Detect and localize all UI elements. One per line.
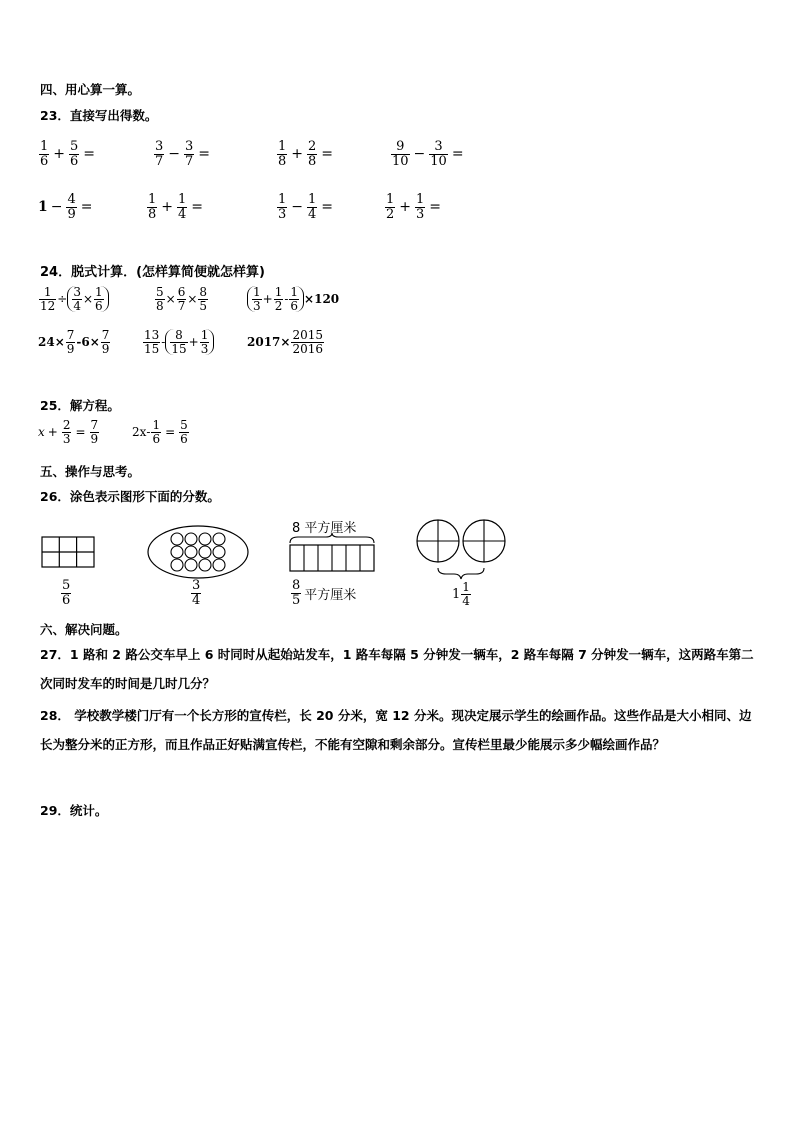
q23-item-6: $\frac{1}{8}$ + $\frac{1}{4}$ = (148, 192, 204, 222)
q24-expr-2: $\frac{5}{8}$ × $\frac{6}{7}$ × $\frac{8}{5}$ (156, 285, 208, 313)
figure-3-fraction: $\frac{8}{5}$ 平方厘米 (292, 578, 357, 608)
question-29: 29．统计。 (40, 803, 108, 818)
q24-expr-4: 24× $\frac{7}{9}$ -6× $\frac{7}{9}$ (38, 328, 110, 356)
q24-expr-6: 2017× $\frac{2015}{2016}$ (247, 328, 323, 356)
q23-item-4: $\frac{9}{10}$ − $\frac{3}{10}$ = (392, 139, 464, 169)
q23-item-1: $\frac{1}{6}$ + $\frac{5}{6}$ = (40, 139, 96, 169)
q24-expr-1: $\frac{1}{12}$ ÷ $\frac{3}{4}$ × $\frac{1}{6}$ (38, 286, 109, 312)
figure-1-fraction: $\frac{5}{6}$ (62, 578, 71, 608)
section-6-title: 六、解决问题。 (40, 622, 128, 637)
q24-expr-3: $\frac{1}{3}$ + $\frac{1}{2}$ - $\frac{1}{6}$ ×120 (247, 286, 339, 312)
question-23-label: 23．直接写出得数。 (40, 108, 158, 123)
q24-expr-5: $\frac{13}{15}$ - $\frac{8}{15}$ + $\frac{1}{3}$ (142, 329, 214, 355)
figure-two-circles[interactable] (414, 518, 510, 580)
question-24-label: 24．脱式计算．(怎样算简便就怎样算) (40, 265, 265, 280)
q23-item-3: $\frac{1}{8}$ + $\frac{2}{8}$ = (278, 139, 334, 169)
question-26-label: 26．涂色表示图形下面的分数。 (40, 489, 220, 504)
q23-item-7: $\frac{1}{3}$ − $\frac{1}{4}$ = (278, 192, 334, 222)
question-25-label: 25．解方程。 (40, 398, 120, 413)
section-5-title: 五、操作与思考。 (40, 464, 141, 479)
question-27: 27．1 路和 2 路公交车早上 6 时同时从起始站发车，1 路车每隔 5 分钟发一辆车，2 路车每隔 7 分钟发一辆车，这两路车第二次同时发车的时间是几时几分？ (40, 647, 754, 691)
figure-ellipse-circles[interactable] (146, 524, 250, 580)
q23-item-8: $\frac{1}{2}$ + $\frac{1}{3}$ = (386, 192, 442, 222)
figure-2-fraction: $\frac{3}{4}$ (192, 578, 201, 608)
figure-grid-rectangle[interactable] (40, 535, 96, 569)
q25-equation-1: x + $\frac{2}{3}$ = $\frac{7}{9}$ (38, 418, 99, 446)
section-4-title: 四、用心算一算。 (40, 82, 141, 97)
q25-equation-2: 2x - $\frac{1}{6}$ = $\frac{5}{6}$ (132, 418, 188, 446)
q23-item-5: 1 − $\frac{4}{9}$ = (38, 192, 93, 222)
figure-4-mixed-number: 1 $\frac{1}{4}$ (452, 580, 470, 608)
figure-bar-with-brace[interactable] (286, 533, 378, 573)
area-top-label: 8 平方厘米 (292, 521, 357, 536)
question-28: 28． 学校教学楼门厅有一个长方形的宣传栏，长 20 分米，宽 12 分米。现决定展示学生的绘画作品。这些作品是大小相同、边长为整分米的正方形，而且作品正好贴满宣传栏，不能有空隙和剩余部分。宣传栏里最少能展示多少幅绘画作品？ (40, 708, 752, 752)
q23-item-2: $\frac{3}{7}$ − $\frac{3}{7}$ = (155, 139, 211, 169)
